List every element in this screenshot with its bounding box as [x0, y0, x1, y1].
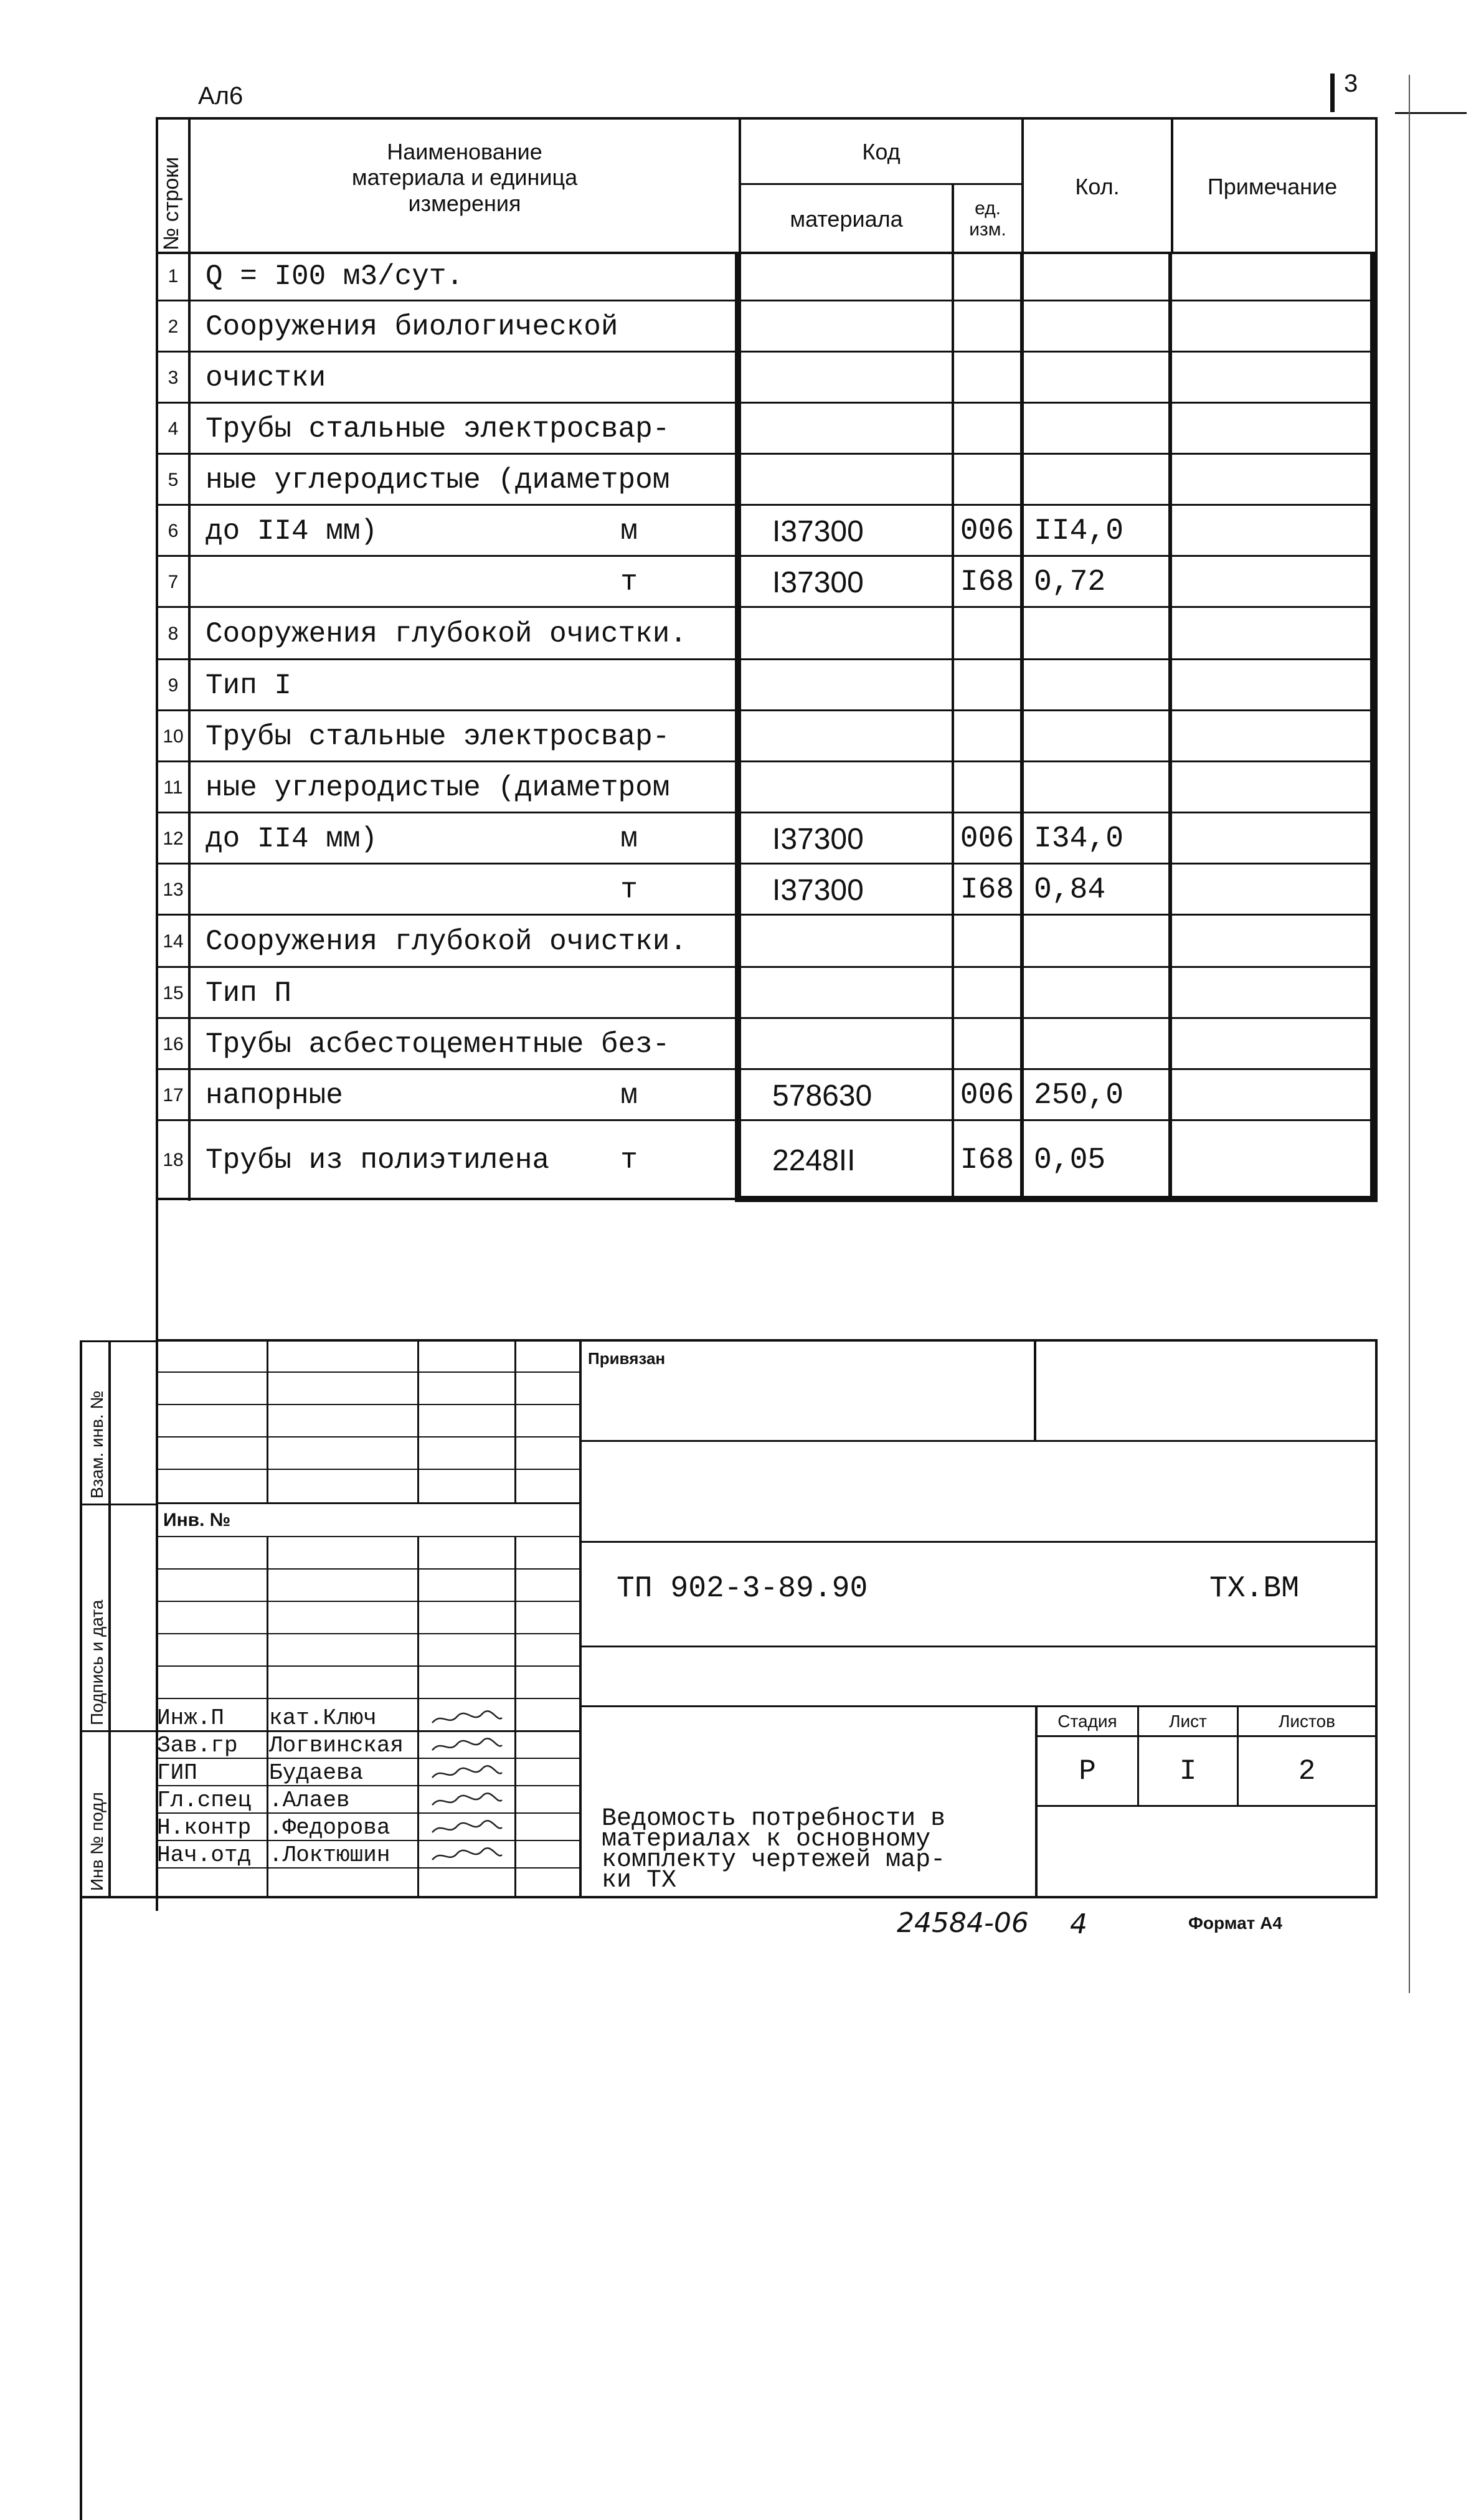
- unit-code: [954, 762, 1020, 813]
- note: [1173, 1070, 1370, 1121]
- material-code: [741, 404, 952, 455]
- unit-code: I68: [960, 1144, 1015, 1177]
- header-name: Наименование материала и единица измерения: [351, 138, 578, 216]
- unit-code: [954, 252, 1020, 301]
- stamp-person-name: кат.Ключ: [269, 1705, 377, 1731]
- sheet-value: I: [1179, 1755, 1197, 1788]
- note: [1173, 557, 1370, 608]
- signature-scribble: [430, 1764, 504, 1783]
- sheet-label: Лист: [1169, 1712, 1207, 1731]
- unit: [598, 711, 660, 762]
- material-name: Трубы асбестоцементные без-: [206, 1028, 670, 1061]
- quantity: [1034, 608, 1168, 660]
- note: [1173, 252, 1370, 301]
- sheets-label: Листов: [1279, 1712, 1335, 1731]
- unit-code: [954, 660, 1020, 711]
- note: [1173, 301, 1370, 353]
- unit: [598, 762, 660, 813]
- quantity: [1034, 660, 1168, 711]
- note: [1173, 864, 1370, 916]
- row-number: 6: [168, 521, 179, 541]
- unit-code: 006: [960, 514, 1015, 548]
- unit: [598, 608, 660, 660]
- copy-number: 4: [1070, 1908, 1087, 1940]
- stamp-role: ГИП: [157, 1760, 197, 1786]
- unit: м: [620, 515, 638, 547]
- stamp-person-name: Будаева: [269, 1760, 364, 1786]
- row-number: 1: [168, 266, 179, 287]
- note: [1173, 608, 1370, 660]
- unit: [598, 968, 660, 1019]
- material-name: очистки: [206, 362, 326, 394]
- row-number: 5: [168, 470, 179, 490]
- page-number: 3: [1344, 70, 1358, 97]
- quantity: [1034, 762, 1168, 813]
- note: [1173, 916, 1370, 968]
- stage-label: Стадия: [1057, 1712, 1117, 1731]
- note: [1173, 1019, 1370, 1070]
- row-number: 16: [163, 1034, 184, 1054]
- material-name: до II4 мм): [206, 515, 378, 547]
- quantity: 0,05: [1034, 1144, 1106, 1177]
- header-row-no: № строки: [159, 156, 183, 250]
- material-code: [741, 608, 952, 660]
- quantity: [1034, 968, 1168, 1019]
- material-code: [741, 1019, 952, 1070]
- quantity: [1034, 404, 1168, 455]
- material-name: Сооружения биологической: [206, 311, 618, 343]
- unit: [598, 1019, 660, 1070]
- unit-code: [954, 301, 1020, 353]
- material-code: 578630: [772, 1079, 873, 1112]
- unit-code: 006: [960, 1079, 1015, 1112]
- doc-mark: ТХ.ВМ: [1209, 1572, 1300, 1606]
- side-label-podpis: Подпись и дата: [87, 1599, 106, 1725]
- header-code-material: материала: [790, 206, 903, 232]
- material-name: Трубы стальные электросвар-: [206, 721, 670, 753]
- material-name: ные углеродистые (диаметром: [206, 772, 670, 804]
- note: [1173, 353, 1370, 404]
- archive-number: 24584-06: [897, 1907, 1029, 1939]
- desc-line: Ведомость потребности в: [602, 1805, 946, 1833]
- quantity: II4,0: [1034, 514, 1124, 548]
- row-number: 8: [168, 623, 179, 644]
- unit: т: [620, 566, 638, 599]
- unit: [598, 353, 660, 404]
- header-qty: Кол.: [1075, 174, 1120, 200]
- material-code: I37300: [772, 514, 864, 548]
- desc-line: материалах к основному: [602, 1826, 931, 1854]
- stage-value: Р: [1079, 1755, 1096, 1788]
- signature-scribble: [430, 1819, 504, 1837]
- material-code: [741, 762, 952, 813]
- quantity: [1034, 353, 1168, 404]
- quantity: 250,0: [1034, 1079, 1124, 1112]
- material-name: Тип П: [206, 977, 292, 1010]
- privyazan-label: Привязан: [588, 1349, 666, 1368]
- corner-mark: Ал6: [198, 82, 244, 110]
- inv-no-label: Инв. №: [163, 1510, 231, 1530]
- signature-scribble: [430, 1846, 504, 1865]
- unit: м: [620, 1079, 638, 1112]
- header-note: Примечание: [1207, 174, 1338, 200]
- unit-code: [954, 968, 1020, 1019]
- material-code: [741, 252, 952, 301]
- row-number: 3: [168, 367, 179, 388]
- material-code: [741, 711, 952, 762]
- unit: [598, 404, 660, 455]
- material-name: Сооружения глубокой очистки.: [206, 926, 687, 958]
- note: [1173, 813, 1370, 864]
- row-number: 7: [168, 572, 179, 592]
- row-number: 18: [163, 1150, 184, 1170]
- unit: т: [620, 1144, 638, 1177]
- stamp-role: Зав.гр: [157, 1732, 238, 1758]
- unit: [598, 660, 660, 711]
- unit: т: [620, 874, 638, 906]
- doc-description: [602, 1805, 946, 1895]
- quantity: [1034, 455, 1168, 506]
- side-label-vzam: Взам. инв. №: [87, 1390, 106, 1499]
- material-code: [741, 455, 952, 506]
- material-name: Q = I00 м3/сут.: [206, 260, 464, 293]
- material-name: Сооружения глубокой очистки.: [206, 618, 687, 650]
- stamp-person-name: .Алаев: [269, 1787, 350, 1813]
- sheets-value: 2: [1298, 1755, 1316, 1788]
- note: [1173, 506, 1370, 557]
- unit-code: [954, 404, 1020, 455]
- doc-code: ТП 902-3-89.90: [617, 1572, 868, 1606]
- stamp-person-name: .Федорова: [269, 1814, 390, 1840]
- quantity: [1034, 301, 1168, 353]
- material-name: Тип I: [206, 670, 292, 702]
- row-number: 2: [168, 316, 179, 337]
- signature-scribble: [430, 1709, 504, 1728]
- row-number: 9: [168, 675, 179, 696]
- quantity: 0,84: [1034, 873, 1106, 907]
- material-code: [741, 660, 952, 711]
- material-name: ные углеродистые (диаметром: [206, 464, 670, 496]
- quantity: I34,0: [1034, 822, 1124, 856]
- unit-code: [954, 711, 1020, 762]
- note: [1173, 762, 1370, 813]
- row-number: 15: [163, 983, 184, 1003]
- desc-line: комплекту чертежей мар-: [602, 1846, 946, 1874]
- row-number: 11: [163, 777, 183, 798]
- row-number: 12: [163, 828, 184, 849]
- quantity: 0,72: [1034, 566, 1106, 599]
- header-code-unit: ед. изм.: [969, 197, 1006, 240]
- unit-code: [954, 1019, 1020, 1070]
- quantity: [1034, 1019, 1168, 1070]
- unit-code: [954, 608, 1020, 660]
- unit: [598, 301, 660, 353]
- stamp-role: Н.контр: [157, 1814, 252, 1840]
- note: [1173, 968, 1370, 1019]
- quantity: [1034, 252, 1168, 301]
- material-code: [741, 968, 952, 1019]
- format-label: Формат А4: [1188, 1913, 1282, 1933]
- stamp-role: Нач.отд: [157, 1842, 252, 1868]
- row-number: 10: [163, 726, 184, 747]
- desc-line: ки ТХ: [602, 1867, 677, 1895]
- material-code: 2248II: [772, 1144, 856, 1177]
- unit: [598, 916, 660, 968]
- unit-code: [954, 353, 1020, 404]
- note: [1173, 1121, 1370, 1200]
- material-name: напорные: [206, 1079, 343, 1112]
- note: [1173, 660, 1370, 711]
- note: [1173, 711, 1370, 762]
- signature-scribble: [430, 1736, 504, 1755]
- stamp-role: Гл.спец: [157, 1787, 252, 1813]
- unit-code: [954, 916, 1020, 968]
- unit-code: I68: [960, 566, 1015, 599]
- stamp-person-name: .Локтюшин: [269, 1842, 390, 1868]
- material-code: [741, 353, 952, 404]
- header-code: Код: [862, 139, 901, 165]
- material-code: [741, 301, 952, 353]
- material-name: до II4 мм): [206, 823, 378, 855]
- stamp-role: Инж.П: [157, 1705, 225, 1731]
- note: [1173, 404, 1370, 455]
- signature-scribble: [430, 1791, 504, 1810]
- side-label-inv-podl: Инв № подл: [87, 1792, 106, 1891]
- row-number: 4: [168, 419, 179, 439]
- row-number: 17: [163, 1085, 184, 1106]
- material-code: I37300: [772, 566, 864, 599]
- row-number: 14: [163, 931, 184, 952]
- quantity: [1034, 711, 1168, 762]
- stamp-person-name: Логвинская: [269, 1732, 404, 1758]
- material-code: [741, 916, 952, 968]
- unit: [598, 252, 660, 301]
- material-code: I37300: [772, 822, 864, 856]
- quantity: [1034, 916, 1168, 968]
- unit-code: 006: [960, 822, 1015, 856]
- material-code: I37300: [772, 873, 864, 907]
- unit-code: [954, 455, 1020, 506]
- unit: м: [620, 823, 638, 855]
- unit-code: I68: [960, 873, 1015, 907]
- note: [1173, 455, 1370, 506]
- material-name: Трубы стальные электросвар-: [206, 413, 670, 445]
- material-name: Трубы из полиэтилена: [206, 1144, 550, 1177]
- unit: [598, 455, 660, 506]
- row-number: 13: [163, 879, 184, 900]
